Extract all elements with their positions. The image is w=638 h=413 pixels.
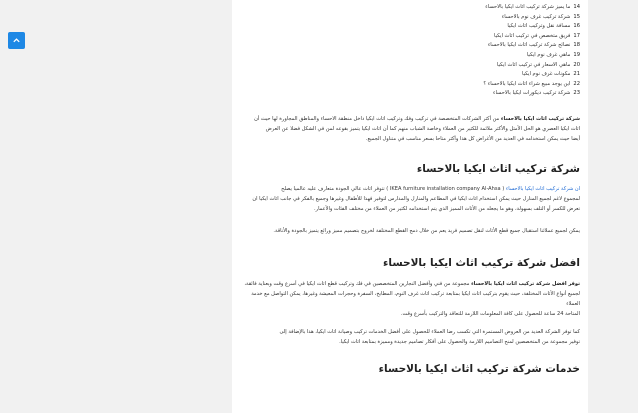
section-heading	[240, 362, 580, 376]
toc-item[interactable]: 23شركة تركيب ديكورات ايكيا بالاحساء	[493, 90, 580, 97]
section-2-paragraph: لجميع أنواع الأثاث المختلفة، حيث يقوم بتركيب اثاث ايكيا بمتابعة تركيب اثاث غرف النوم، المطابخ، السفرة وحجرات المعيشة وغيرها، يمكن التواصل مع خدمة العملاء	[251, 291, 580, 307]
section-2-body	[240, 279, 580, 347]
section-heading	[240, 162, 580, 176]
section-2-paragraph: المتاحة 24 ساعة للحصول على كافة المعلومات اللازمة للتعاقد والتركيب بأسرع وقت.	[400, 311, 580, 317]
section-2-paragraph: توفر افضل شركة تركيب اثاث ايكيا بالاحساء مجموعة من فني وأفضل النجارين المتخصصين في فك وتركيب قطع اثاث ايكيا في أسرع وقت وبعناية فائقة،	[244, 281, 580, 287]
toc-item[interactable]: 17فريق متخصص في تركيب اثاث ايكيا	[494, 32, 580, 39]
toc-item[interactable]: 16مسافة نقل وتركيب اثاث ايكيا	[507, 23, 580, 30]
section-1-paragraph: تعرض للكسر أو التلف بسهولة، وهو ما يجعله من الأثاث المميز الذي يتم استخدامه لكثير من العملاء من مختلف الفئات والأعمار.	[313, 206, 580, 212]
toc-item[interactable]: 21مكونات غرف نوم ايكيا	[522, 71, 580, 78]
section-1-paragraph: يمكن لجميع عملائنا استقبال جميع قطع الأثاث لنقل تصميم فريد يعم من خلال دمج القطع المختلفة لخروج بتصميم مميز ورائع يتميز بالجودة والأناقة.	[273, 228, 580, 234]
intro-paragraph: أيضا حيث يمكن استخدامه في العديد من الأغراض كل هذا وأكثر متاحا بسعر مناسب في متناول الجميع.	[365, 136, 580, 142]
company-link[interactable]: ان شركة تركيب اثاث ايكيا بالاحساء	[505, 186, 580, 192]
section-1-paragraph: ان شركة تركيب اثاث ايكيا بالاحساء ( IKEA furniture installation company Al-Ahsa ) تتوفر اثاث عالي الجودة متعارف عليه عالميا يصلح	[281, 186, 580, 192]
toc-item[interactable]: 15شركة تركيب غرف نوم بالاحساء	[501, 13, 580, 20]
intro-paragraph: شركة تركيب اثاث ايكيا بالاحساء من أكثر الشركات المتخصصة في تركيب وفك وتركيب اثاث ايكيا داخل منطقة الاحساء والمناطق المجاورة لها حيث أن	[254, 116, 580, 122]
section-heading	[240, 256, 580, 270]
section-heading-3: خدمات شركة تركيب اثاث ايكيا بالاحساء	[378, 363, 580, 375]
toc-item[interactable]: 19ماهي غرف نوم ايكيا	[526, 51, 580, 58]
sidebar-toggle-button[interactable]	[8, 32, 25, 49]
section-2-paragraph: توفير مجموعة من المتخصصين لمنح التصاميم اللازمة والحصول على أفكار تصاميم جديدة ومميزة بمتابعة اثاث ايكيا.	[339, 339, 580, 345]
section-heading-2: افضل شركة تركيب اثاث ايكيا بالاحساء	[383, 257, 580, 269]
section-heading-1: شركة تركيب اثاث ايكيا بالاحساء	[416, 163, 580, 175]
toc-item[interactable]: 18نصائح شركة تركيب اثاث ايكيا بالاحساء	[487, 42, 580, 49]
section-1-body	[240, 184, 580, 236]
article-card	[232, 0, 588, 413]
toc-item[interactable]: 20ماهي الاسعار في تركيب اثاث ايكيا	[496, 61, 580, 68]
arrow-up-icon	[12, 36, 21, 45]
section-2-paragraph: كما توفر الشركة العديد من العروض المستمرة التي تكسب رضا العملاء للحصول على أفضل الخدمات تركيب وصيانة اثاث ايكيا، هذا بالإضافة إلى	[279, 329, 580, 335]
table-of-contents	[450, 3, 580, 99]
intro-section	[240, 114, 580, 144]
toc-item[interactable]: 22اين يوجد مبيع شراء اثاث ايكيا بالاحساء ؟	[483, 80, 580, 87]
intro-paragraph: اثاث ايكيا العصري هو الحل الأمثل والأكثر ملائمة للكثير من العملاء وخاصة الشباب منهم كما أن اثاث ايكيا يتميز بقوعه لمن في الشكل فضلا عن العرض	[265, 126, 580, 132]
toc-item[interactable]: 14ما يميز شركة تركيب اثاث ايكيا بالاحساء	[485, 4, 580, 10]
section-1-paragraph: لمجموع لاغم لجميع المنازل حيث يمكن استخدام اثاث ايكيا في المطاعم والمنازل والمدارس لتوفير فهذا للأطفال وغيرها وجميع بالفكر في جانب اثاث ايكيا ان	[252, 196, 580, 202]
